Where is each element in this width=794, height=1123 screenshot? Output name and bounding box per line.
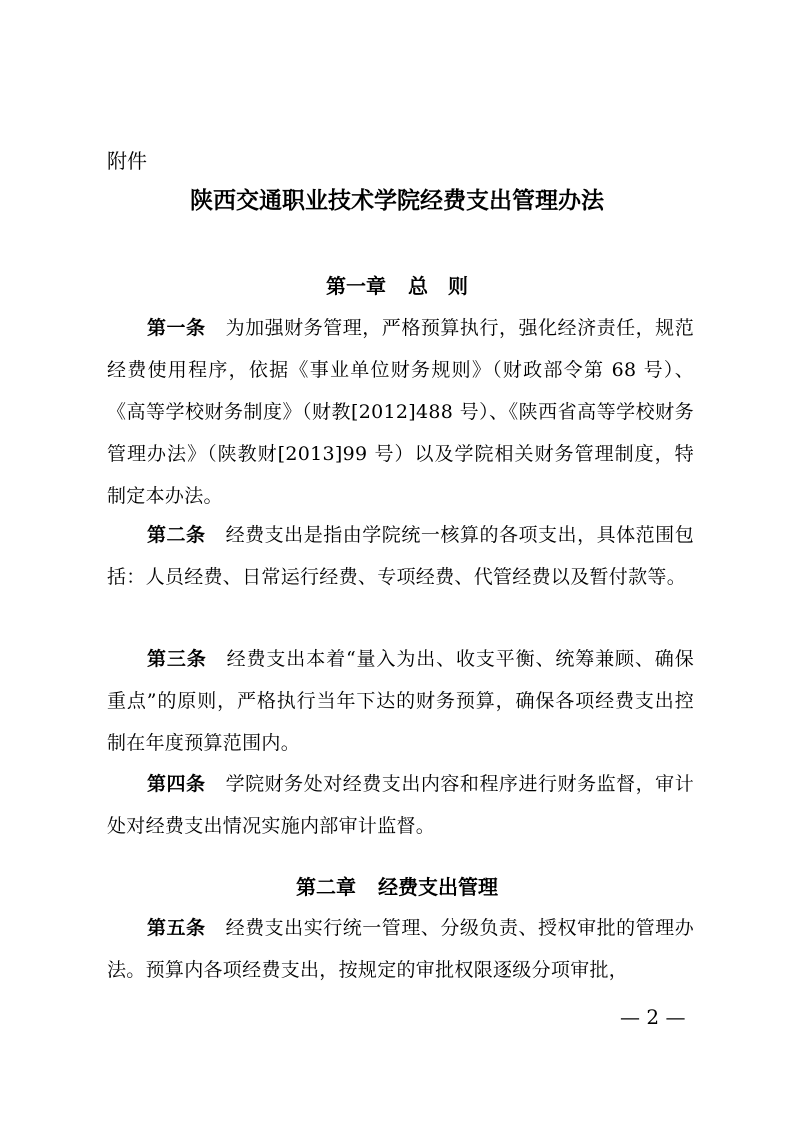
chapter-2-heading xyxy=(0,872,794,902)
chapter-1-number: 第一章 xyxy=(326,274,386,298)
page-number: — 2 — xyxy=(620,1005,686,1029)
article-2-label: 第二条 xyxy=(147,524,206,546)
article-2 xyxy=(107,514,694,598)
article-1 xyxy=(107,307,694,517)
article-2-text: 经费支出是指由学院统一核算的各项支出，具体范围包括：人员经费、日常运行经费、专项经费、代管经费以及暂付款等。 xyxy=(107,524,695,588)
document-title: 陕西交通职业技术学院经费支出管理办法 xyxy=(190,187,604,214)
article-1-label: 第一条 xyxy=(147,317,206,339)
article-1-text: 为加强财务管理，严格预算执行，强化经济责任，规范经费使用程序，依据《事业单位财务规则》（财政部令第 68 号）、《高等学校财务制度》（财教[2012]488 号）、《陕西省高等学校财务管理办法》（陕教财[2013]99 号）以及学院相关财务管理制度，特制定本办法。 xyxy=(107,317,695,507)
article-4-text: 学院财务处对经费支出内容和程序进行财务监督，审计处对经费支出情况实施内部审计监督。 xyxy=(107,773,695,837)
article-5-text: 经费支出实行统一管理、分级负责、授权审批的管理办法。预算内各项经费支出，按规定的审批权限逐级分项审批， xyxy=(107,917,695,981)
article-3 xyxy=(107,638,694,764)
chapter-2-name: 经费支出管理 xyxy=(378,875,498,899)
chapter-1-heading xyxy=(0,271,794,301)
article-3-label: 第三条 xyxy=(147,648,207,670)
article-4 xyxy=(107,763,694,847)
article-3-text: 经费支出本着“量入为出、收支平衡、统筹兼顾、确保重点”的原则，严格执行当年下达的财务预算，确保各项经费支出控制在年度预算范围内。 xyxy=(107,648,694,754)
article-5 xyxy=(107,907,694,991)
chapter-1-name: 总 则 xyxy=(408,274,468,298)
article-5-label: 第五条 xyxy=(147,917,206,939)
chapter-2-number: 第二章 xyxy=(296,875,356,899)
attachment-label: 附件 xyxy=(107,149,147,173)
article-4-label: 第四条 xyxy=(147,773,206,795)
